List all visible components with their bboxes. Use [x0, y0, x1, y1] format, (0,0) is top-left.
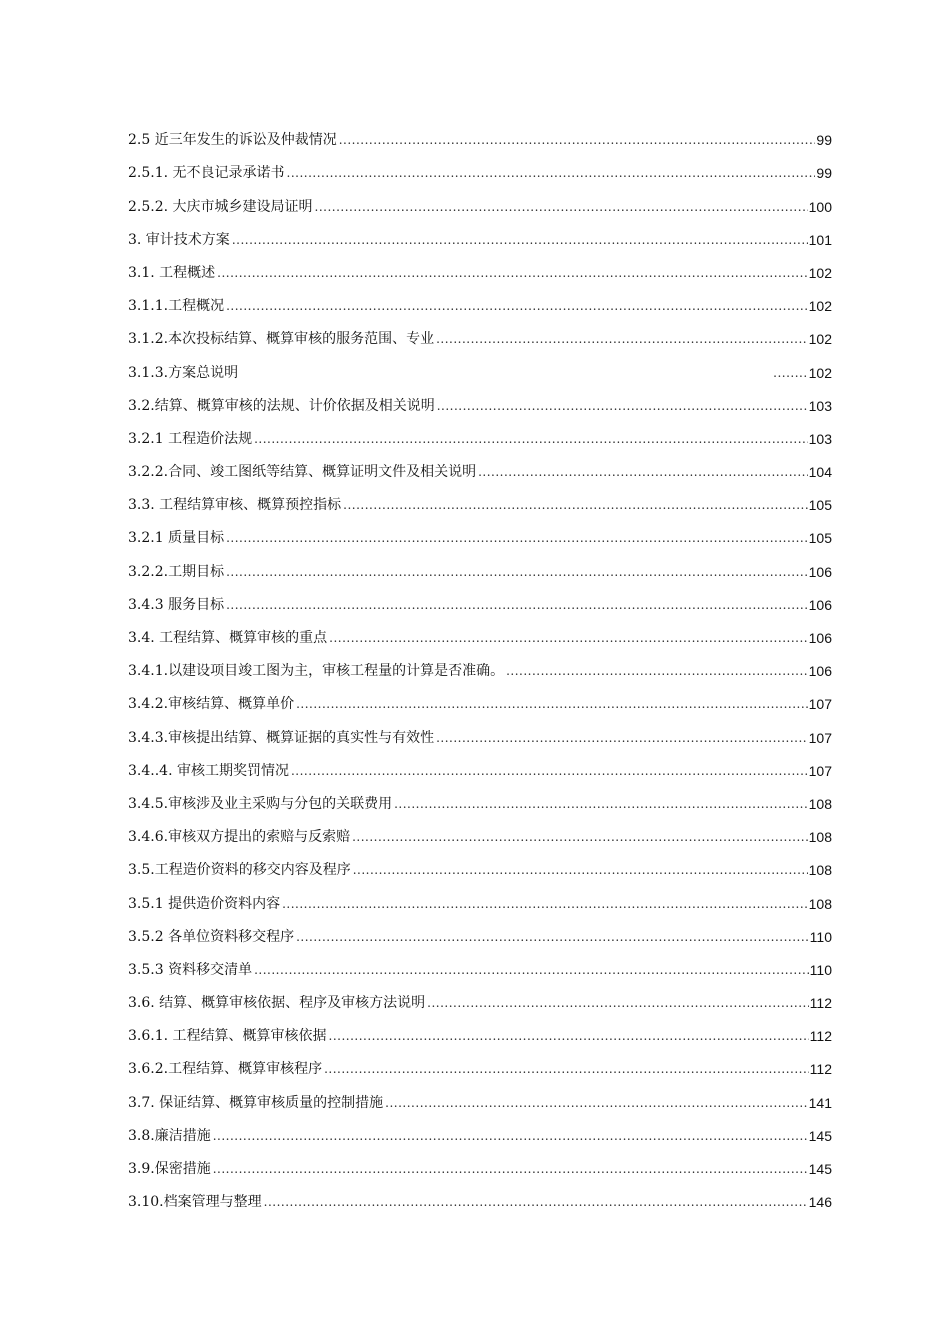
toc-entry-page: 145	[808, 1127, 832, 1144]
toc-entry[interactable]	[128, 914, 832, 947]
toc-dot-leader	[324, 1059, 809, 1079]
toc-dot-leader	[226, 528, 808, 548]
toc-entry[interactable]	[128, 482, 832, 515]
toc-dot-leader	[343, 495, 807, 515]
toc-entry-title: 3.5.2 各单位资料移交程序	[128, 928, 295, 945]
toc-dot-leader	[339, 130, 816, 150]
toc-entry[interactable]	[128, 1046, 832, 1079]
toc-entry-title: 3.3. 工程结算审核、概算预控指标	[128, 497, 342, 514]
toc-entry[interactable]	[128, 880, 832, 913]
toc-entry-page: 108	[808, 829, 832, 846]
toc-entry[interactable]	[128, 416, 832, 449]
toc-dot-leader	[385, 1093, 807, 1113]
toc-entry[interactable]	[128, 781, 832, 814]
toc-entry-title: 3.5.3 资料移交清单	[128, 961, 253, 978]
toc-dot-leader	[287, 163, 816, 183]
toc-entry[interactable]	[128, 847, 832, 880]
toc-dot-leader	[296, 927, 809, 947]
toc-entry-page: 107	[808, 762, 832, 779]
toc-entry-title: 2.5.1. 无不良记录承诺书	[128, 165, 285, 182]
toc-entry[interactable]	[128, 183, 832, 216]
toc-entry[interactable]	[128, 515, 832, 548]
toc-entry[interactable]	[128, 980, 832, 1013]
toc-entry-title: 3.10.档案管理与整理	[128, 1194, 262, 1211]
toc-entry-page: 103	[808, 430, 832, 447]
toc-entry-title: 3.2.2.合同、竣工图纸等结算、概算证明文件及相关说明	[128, 464, 477, 481]
toc-dot-leader	[427, 993, 809, 1013]
toc-dot-leader	[264, 1192, 808, 1212]
toc-entry-page: 102	[808, 331, 832, 348]
toc-entry-title: 3.1.2.本次投标结算、概算审核的服务范围、专业	[128, 331, 435, 348]
toc-entry-title: 3.2.1 质量目标	[128, 530, 225, 547]
toc-entry-title: 3.2.结算、概算审核的法规、计价依据及相关说明	[128, 397, 435, 414]
toc-entry-page: 99	[816, 132, 832, 149]
toc-dot-leader	[764, 363, 808, 383]
toc-entry-title: 3.4.1.以建设项目竣工图为主，审核工程量的计算是否准确。	[128, 663, 505, 680]
toc-entry[interactable]	[128, 748, 832, 781]
toc-dot-leader	[254, 429, 808, 449]
toc-entry-title: 3.5.工程造价资料的移交内容及程序	[128, 862, 351, 879]
toc-dot-leader	[226, 562, 808, 582]
toc-entry-page: 101	[808, 231, 832, 248]
toc-entry-page: 105	[808, 530, 832, 547]
toc-entry-page: 105	[808, 497, 832, 514]
toc-entry-title: 3.6. 结算、概算审核依据、程序及审核方法说明	[128, 995, 426, 1012]
toc-entry[interactable]	[128, 681, 832, 714]
toc-entry[interactable]	[128, 449, 832, 482]
toc-entry-page: 107	[808, 696, 832, 713]
toc-entry-page: 104	[808, 464, 832, 481]
toc-dot-leader	[291, 761, 808, 781]
toc-dot-leader	[282, 894, 808, 914]
toc-entry-page: 112	[809, 995, 832, 1012]
toc-dot-leader	[254, 960, 809, 980]
toc-entry[interactable]	[128, 316, 832, 349]
toc-entry-title: 3.7. 保证结算、概算审核质量的控制措施	[128, 1094, 384, 1111]
toc-entry-title: 3.5.1 提供造价资料内容	[128, 895, 281, 912]
toc-dot-leader	[296, 694, 808, 714]
toc-entry-title: 2.5 近三年发生的诉讼及仲裁情况	[128, 132, 337, 149]
toc-entry-page: 103	[808, 397, 832, 414]
toc-entry-page: 106	[808, 663, 832, 680]
toc-dot-leader	[436, 728, 808, 748]
toc-entry[interactable]	[128, 217, 832, 250]
toc-dot-leader	[394, 794, 808, 814]
toc-entry[interactable]	[128, 615, 832, 648]
toc-entry-page: 106	[808, 563, 832, 580]
toc-entry-title: 3.2.2.工期目标	[128, 563, 225, 580]
toc-entry-page: 110	[809, 928, 832, 945]
toc-entry-page: 108	[808, 862, 832, 879]
toc-entry-page: 106	[808, 630, 832, 646]
toc-entry[interactable]	[128, 349, 832, 382]
toc-entry-page: 102	[808, 264, 832, 281]
toc-dot-leader	[213, 1126, 808, 1146]
toc-dot-leader	[329, 628, 807, 648]
toc-entry-title: 3.2.1 工程造价法规	[128, 430, 253, 447]
toc-entry-page: 106	[808, 596, 832, 613]
toc-entry-page: 145	[808, 1161, 832, 1177]
toc-dot-leader	[315, 197, 808, 217]
toc-entry-title: 3.4.5.审核涉及业主采购与分包的关联费用	[128, 795, 393, 812]
toc-entry[interactable]	[128, 648, 832, 681]
toc-entry[interactable]	[128, 582, 832, 615]
toc-entry[interactable]	[128, 283, 832, 316]
toc-entry-title: 2.5.2. 大庆市城乡建设局证明	[128, 198, 313, 215]
toc-entry[interactable]	[128, 383, 832, 416]
toc-entry-page: 100	[808, 198, 832, 215]
toc-entry-page: 108	[808, 795, 832, 812]
toc-entry-title: 3.4.2.审核结算、概算单价	[128, 696, 295, 713]
toc-entry-page: 107	[808, 729, 832, 746]
toc-dot-leader	[352, 827, 808, 847]
toc-dot-leader	[232, 230, 808, 250]
toc-entry-title: 3.6.2.工程结算、概算审核程序	[128, 1061, 323, 1078]
toc-entry-page: 112	[809, 1028, 832, 1045]
toc-dot-leader	[437, 396, 808, 416]
toc-dot-leader	[506, 661, 808, 681]
toc-entry[interactable]	[128, 814, 832, 847]
toc-dot-leader	[478, 462, 808, 482]
toc-entry-page: 146	[808, 1194, 832, 1211]
toc-entry[interactable]	[128, 1146, 832, 1179]
toc-entry[interactable]	[128, 1179, 832, 1212]
toc-dot-leader	[217, 263, 807, 283]
toc-entry-title: 3.1.3.方案总说明	[128, 364, 239, 381]
toc-entry-title: 3.4.3 服务目标	[128, 596, 225, 613]
toc-entry-page: 141	[808, 1094, 832, 1111]
toc-entry[interactable]	[128, 250, 832, 283]
toc-entry[interactable]	[128, 947, 832, 980]
toc-entry[interactable]	[128, 1013, 832, 1046]
toc-dot-leader	[436, 329, 808, 349]
toc-entry-title: 3.8.廉洁措施	[128, 1127, 211, 1144]
toc-entry-title: 3.4.3.审核提出结算、概算证据的真实性与有效性	[128, 729, 435, 746]
toc-entry-title: 3.4..4. 审核工期奖罚情况	[128, 762, 289, 779]
toc-entry[interactable]	[128, 548, 832, 581]
toc-dot-leader	[213, 1159, 808, 1179]
toc-entry-page: 112	[809, 1061, 832, 1078]
toc-dot-leader	[226, 595, 808, 615]
toc-entry-title: 3.4. 工程结算、概算审核的重点	[128, 630, 328, 646]
toc-entry[interactable]	[128, 117, 832, 150]
toc-entry-title: 3.1.1.工程概况	[128, 298, 225, 315]
toc-dot-leader	[329, 1026, 809, 1046]
toc-entry[interactable]	[128, 1113, 832, 1146]
toc-entry-page: 102	[808, 364, 832, 381]
toc-entry[interactable]	[128, 1079, 832, 1112]
toc-entry[interactable]	[128, 150, 832, 183]
toc-entry-page: 110	[809, 961, 832, 978]
toc-dot-leader	[226, 296, 808, 316]
table-of-contents	[128, 117, 832, 1212]
toc-dot-leader	[353, 860, 808, 880]
toc-entry-page: 108	[808, 895, 832, 912]
toc-entry-title: 3.1. 工程概述	[128, 264, 216, 281]
toc-entry-title: 3.4.6.审核双方提出的索赔与反索赔	[128, 829, 351, 846]
toc-entry-title: 3.6.1. 工程结算、概算审核依据	[128, 1028, 327, 1045]
toc-entry[interactable]	[128, 714, 832, 747]
toc-entry-title: 3. 审计技术方案	[128, 231, 230, 248]
toc-entry-page: 102	[808, 298, 832, 315]
toc-entry-page: 99	[816, 165, 832, 182]
toc-entry-title: 3.9.保密措施	[128, 1161, 211, 1177]
